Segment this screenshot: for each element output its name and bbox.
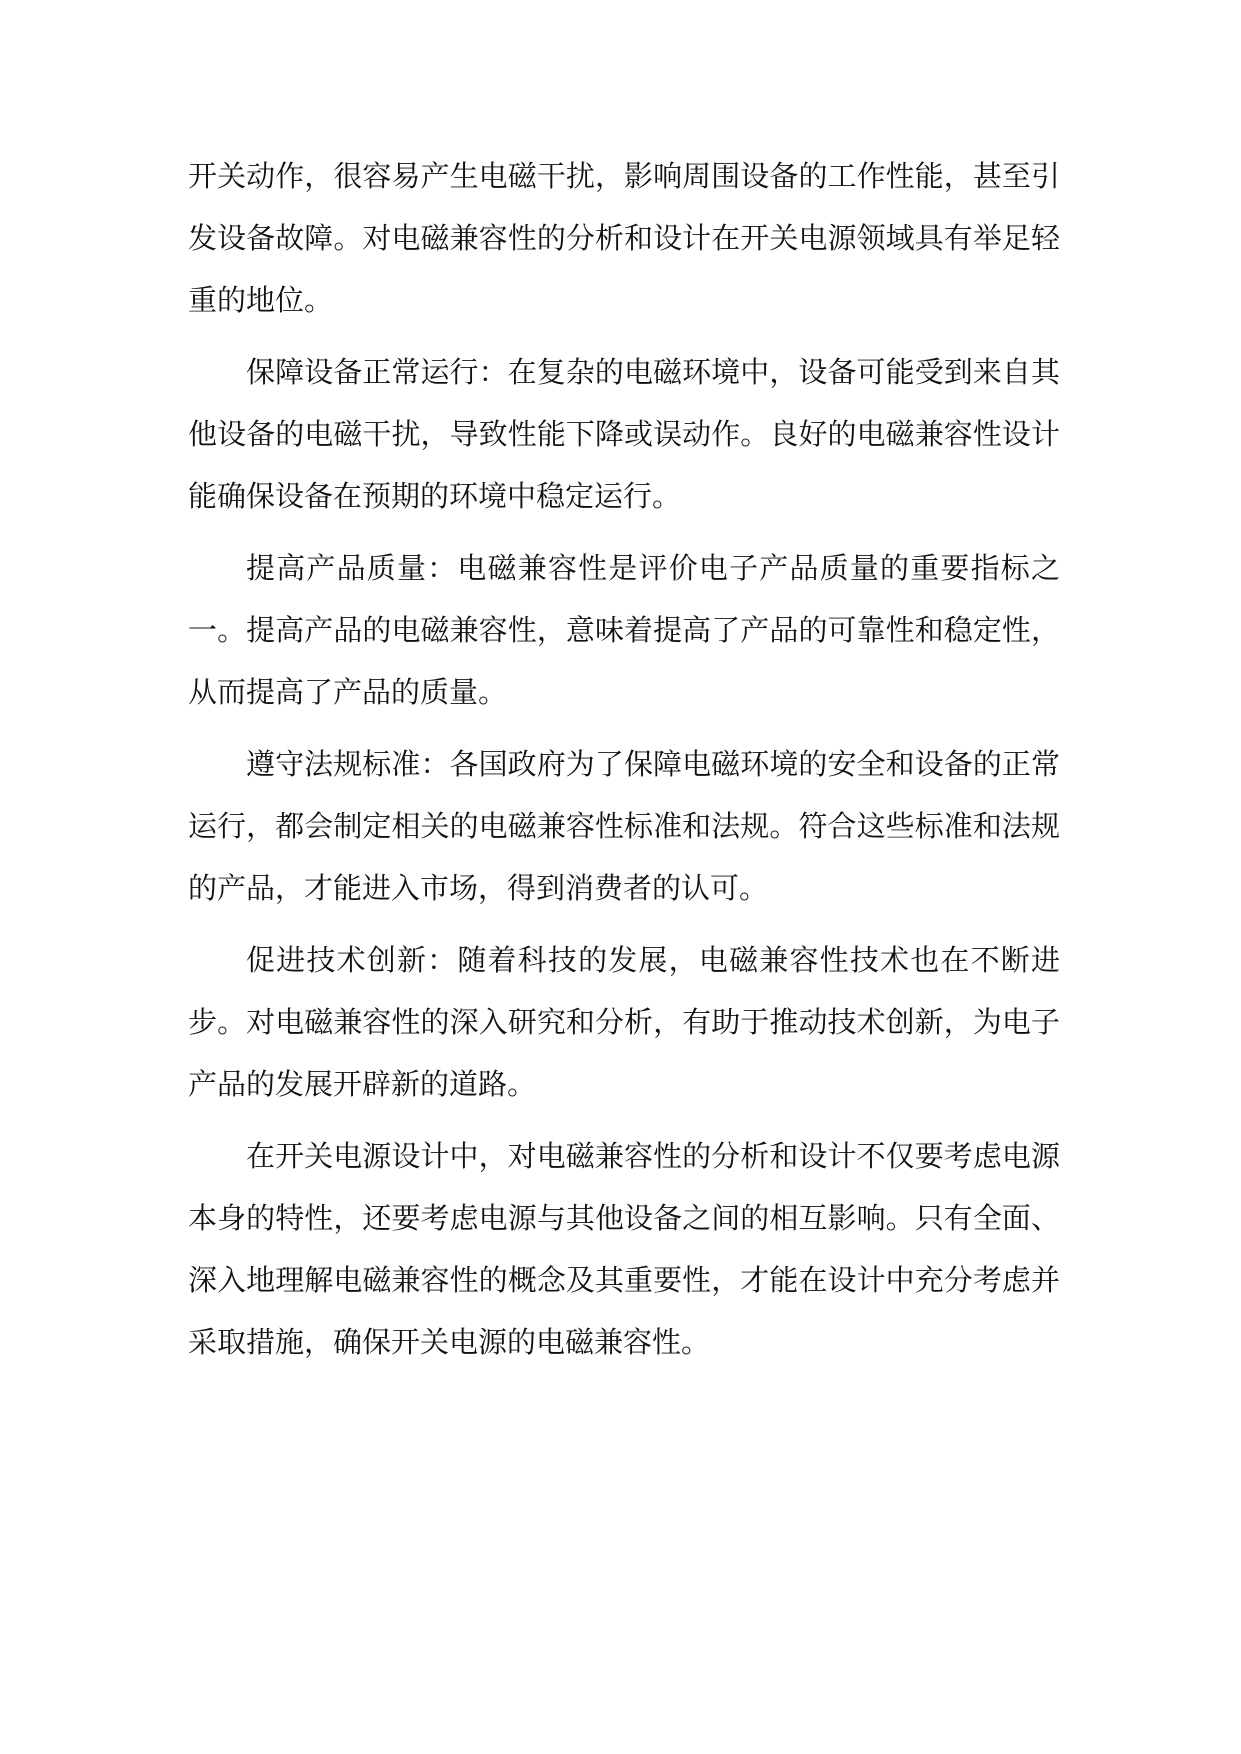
paragraph-promote-innovation: 促进技术创新：随着科技的发展，电磁兼容性技术也在不断进步。对电磁兼容性的深入研究和分析，有助于推动技术创新，为电子产品的发展开辟新的道路。	[188, 943, 1060, 1101]
paragraph-improve-quality: 提高产品质量：电磁兼容性是评价电子产品质量的重要指标之一。提高产品的电磁兼容性，意味着提高了产品的可靠性和稳定性，从而提高了产品的质量。	[188, 551, 1060, 709]
paragraph-ensure-normal-operation: 保障设备正常运行：在复杂的电磁环境中，设备可能受到来自其他设备的电磁干扰，导致性能下降或误动作。良好的电磁兼容性设计能确保设备在预期的环境中稳定运行。	[188, 355, 1060, 513]
paragraph-design-summary: 在开关电源设计中，对电磁兼容性的分析和设计不仅要考虑电源本身的特性，还要考虑电源与其他设备之间的相互影响。只有全面、深入地理解电磁兼容性的概念及其重要性，才能在设计中充分考虑并采取措施，确保开关电源的电磁兼容性。	[188, 1139, 1060, 1359]
paragraph-comply-regulations: 遵守法规标准：各国政府为了保障电磁环境的安全和设备的正常运行，都会制定相关的电磁兼容性标准和法规。符合这些标准和法规的产品，才能进入市场，得到消费者的认可。	[188, 747, 1060, 905]
paragraph-continuation: 开关动作，很容易产生电磁干扰，影响周围设备的工作性能，甚至引发设备故障。对电磁兼容性的分析和设计在开关电源领域具有举足轻重的地位。	[188, 159, 1060, 317]
document-body	[188, 145, 1060, 1383]
